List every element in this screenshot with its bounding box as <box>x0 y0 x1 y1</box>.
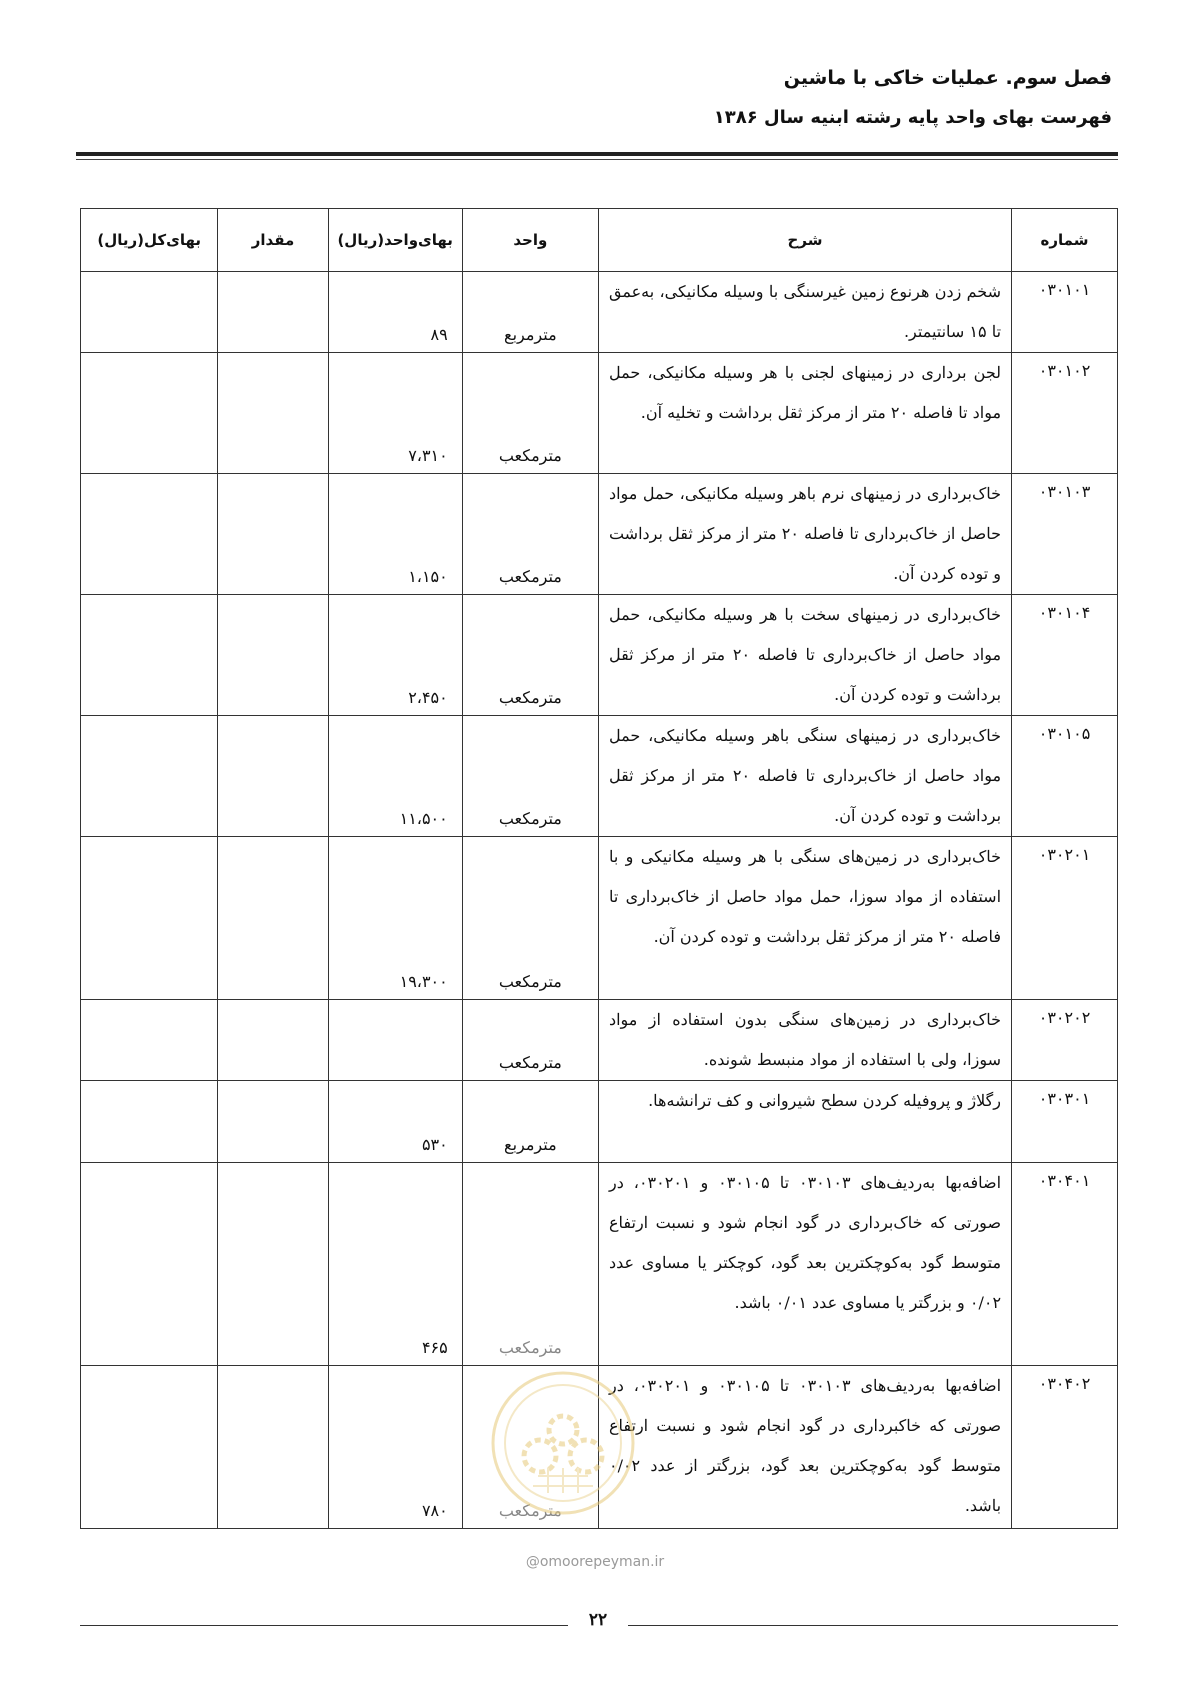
cell-total-price <box>81 272 218 353</box>
cell-quantity <box>218 1366 328 1529</box>
cell-unit-price: ۱،۱۵۰ <box>328 474 462 595</box>
cell-unit: مترمکعب <box>462 1366 598 1529</box>
cell-code: ۰۳۰۲۰۲ <box>1012 1000 1118 1081</box>
table-row <box>81 1163 1118 1366</box>
column-header-total-price: بهای‌کل(ریال) <box>81 209 218 272</box>
cell-total-price <box>81 837 218 1000</box>
watermark-website: @omoorepeyman.ir <box>525 1554 665 1570</box>
cell-unit: مترمکعب <box>462 474 598 595</box>
cell-unit-price: ۷،۳۱۰ <box>328 353 462 474</box>
cell-unit-price <box>328 1000 462 1081</box>
table-header-row <box>81 209 1118 272</box>
cell-code: ۰۳۰۴۰۱ <box>1012 1163 1118 1366</box>
cell-unit: مترمربع <box>462 272 598 353</box>
chapter-title: فصل سوم. عملیات خاکی با ماشین <box>783 67 1112 89</box>
cell-description: اضافه‌بها به‌ردیف‌های ۰۳۰۱۰۳ تا ۰۳۰۱۰۵ و ۰۳۰۲۰۱، در صورتی که خاک‌برداری در گود انجام شود و نسبت ارتفاع متوسط گود به‌کوچکترین بعد گود، کوچکتر یا مساوی عدد ۰/۰۲ و بزرگتر یا مساوی عدد ۰/۰۱ باشد. <box>598 1163 1011 1366</box>
cell-description: اضافه‌بها به‌ردیف‌های ۰۳۰۱۰۳ تا ۰۳۰۱۰۵ و ۰۳۰۲۰۱، در صورتی که خاکبرداری در گود انجام شود و نسبت ارتفاع متوسط گود به‌کوچکترین بعد گود، بزرگتر از عدد ۰/۰۲ باشد. <box>598 1366 1011 1529</box>
cell-unit: مترمکعب <box>462 595 598 716</box>
table-row <box>81 353 1118 474</box>
column-header-code: شماره <box>1012 209 1118 272</box>
cell-unit-price: ۵۳۰ <box>328 1081 462 1163</box>
cell-unit-price: ۱۹،۳۰۰ <box>328 837 462 1000</box>
cell-quantity <box>218 1081 328 1163</box>
cell-quantity <box>218 474 328 595</box>
cell-total-price <box>81 1000 218 1081</box>
cell-total-price <box>81 1081 218 1163</box>
cell-unit: مترمکعب <box>462 837 598 1000</box>
column-header-unit: واحد <box>462 209 598 272</box>
cell-description: خاک‌برداری در زمینهای نرم باهر وسیله مکانیکی، حمل مواد حاصل از خاک‌برداری تا فاصله ۲۰ متر از مرکز ثقل برداشت و توده کردن آن. <box>598 474 1011 595</box>
cell-unit: مترمربع <box>462 1081 598 1163</box>
cell-description: شخم زدن هرنوع زمین غیرسنگی با وسیله مکانیکی، به‌عمق تا ۱۵ سانتیمتر. <box>598 272 1011 353</box>
table-row <box>81 1000 1118 1081</box>
cell-total-price <box>81 1366 218 1529</box>
cell-quantity <box>218 837 328 1000</box>
cell-code: ۰۳۰۱۰۱ <box>1012 272 1118 353</box>
cell-unit-price: ۸۹ <box>328 272 462 353</box>
cell-unit: مترمکعب <box>462 1163 598 1366</box>
footer-rule-left <box>80 1625 568 1626</box>
header-rule-thin <box>76 159 1118 160</box>
cell-description: لجن برداری در زمینهای لجنی با هر وسیله مکانیکی، حمل مواد تا فاصله ۲۰ متر از مرکز ثقل برداشت و تخلیه آن. <box>598 353 1011 474</box>
cell-unit-price: ۱۱،۵۰۰ <box>328 716 462 837</box>
cell-description: خاک‌برداری در زمینهای سنگی باهر وسیله مکانیکی، حمل مواد حاصل از خاک‌برداری تا فاصله ۲۰ متر از مرکز ثقل برداشت و توده کردن آن. <box>598 716 1011 837</box>
table-row <box>81 1081 1118 1163</box>
table-row <box>81 474 1118 595</box>
footer-rule-right <box>628 1625 1118 1626</box>
header-rule-thick <box>76 152 1118 156</box>
cell-unit: مترمکعب <box>462 716 598 837</box>
cell-description: خاک‌برداری در زمینهای سخت با هر وسیله مکانیکی، حمل مواد حاصل از خاک‌برداری تا فاصله ۲۰ متر از مرکز ثقل برداشت و توده کردن آن. <box>598 595 1011 716</box>
cell-total-price <box>81 474 218 595</box>
cell-quantity <box>218 1163 328 1366</box>
cell-code: ۰۳۰۱۰۲ <box>1012 353 1118 474</box>
table-row <box>81 272 1118 353</box>
column-header-unit-price: بهای‌واحد(ریال) <box>328 209 462 272</box>
table-row <box>81 716 1118 837</box>
cell-description: خاک‌برداری در زمین‌های سنگی با هر وسیله مکانیکی و با استفاده از مواد سوزا، حمل مواد حاصل از خاک‌برداری تا فاصله ۲۰ متر از مرکز ثقل برداشت و توده کردن آن. <box>598 837 1011 1000</box>
cell-total-price <box>81 353 218 474</box>
table-row <box>81 595 1118 716</box>
cell-total-price <box>81 1163 218 1366</box>
table-row <box>81 837 1118 1000</box>
cell-code: ۰۳۰۲۰۱ <box>1012 837 1118 1000</box>
cell-total-price <box>81 595 218 716</box>
cell-code: ۰۳۰۱۰۳ <box>1012 474 1118 595</box>
page-header <box>714 58 1112 138</box>
price-list-table <box>80 208 1118 1529</box>
cell-quantity <box>218 353 328 474</box>
cell-unit: مترمکعب <box>462 1000 598 1081</box>
cell-description: رگلاژ و پروفیله کردن سطح شیروانی و کف ترانشه‌ها. <box>598 1081 1011 1163</box>
cell-unit-price: ۴۶۵ <box>328 1163 462 1366</box>
cell-total-price <box>81 716 218 837</box>
cell-quantity <box>218 716 328 837</box>
cell-code: ۰۳۰۱۰۴ <box>1012 595 1118 716</box>
column-header-quantity: مقدار <box>218 209 328 272</box>
column-header-description: شرح <box>598 209 1011 272</box>
document-subtitle: فهرست بهای واحد پایه رشته ابنیه سال ۱۳۸۶ <box>713 107 1112 128</box>
table-row <box>81 1366 1118 1529</box>
cell-quantity <box>218 1000 328 1081</box>
cell-quantity <box>218 272 328 353</box>
cell-unit-price: ۲،۴۵۰ <box>328 595 462 716</box>
cell-quantity <box>218 595 328 716</box>
cell-code: ۰۳۰۱۰۵ <box>1012 716 1118 837</box>
cell-code: ۰۳۰۴۰۲ <box>1012 1366 1118 1529</box>
cell-unit-price: ۷۸۰ <box>328 1366 462 1529</box>
cell-code: ۰۳۰۳۰۱ <box>1012 1081 1118 1163</box>
cell-unit: مترمکعب <box>462 353 598 474</box>
cell-description: خاک‌برداری در زمین‌های سنگی بدون استفاده از مواد سوزا، ولی با استفاده از مواد منبسط شونده. <box>598 1000 1011 1081</box>
page-number: ۲۲ <box>588 1610 608 1630</box>
